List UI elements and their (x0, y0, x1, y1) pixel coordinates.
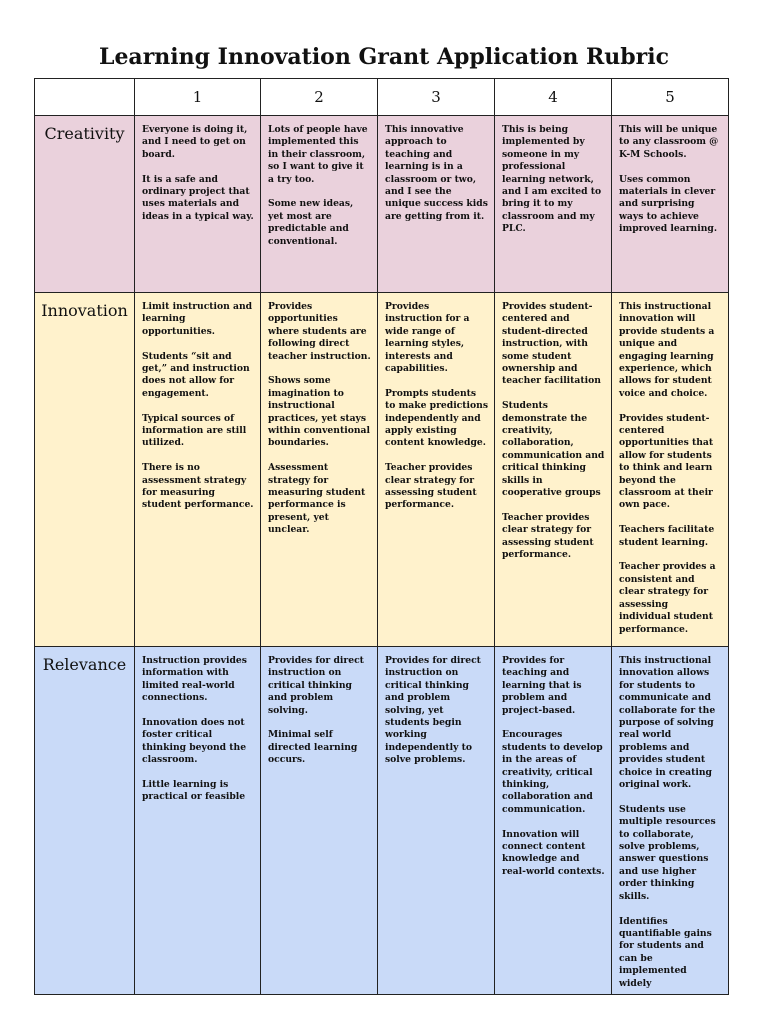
cell-paragraph: This is being implemented by someone in my professional learning network, and I am excited to bring it to my classroom and my PLC. (502, 124, 602, 235)
cell-paragraph: Shows some imagination to instructional practices, yet stays within conventional boundaries. (268, 375, 370, 449)
cell-paragraph: Encourages students to develop in the areas of creativity, critical thinking, collaboration and communication. (502, 729, 603, 815)
cell-relevance-4 (495, 647, 612, 995)
cell-innovation-2 (261, 293, 378, 647)
column-header-2: 2 (261, 79, 378, 116)
corner-cell (35, 79, 135, 116)
cell-paragraph: Uses common materials in clever and surprising ways to achieve improved learning. (619, 173, 718, 235)
cell-paragraph: There is no assessment strategy for measuring student performance. (142, 462, 254, 511)
cell-paragraph: Provides student-centered opportunities that allow for students to think and learn beyond the classroom at their own pace. (619, 412, 714, 511)
cell-paragraph: Provides for teaching and learning that is problem and project-based. (502, 655, 582, 716)
cell-paragraph: Identifies quantifiable gains for students and can be implemented widely (619, 915, 712, 989)
cell-paragraph: Provides instruction for a wide range of learning styles, interests and capabilities. (385, 301, 470, 375)
cell-paragraph: Teacher provides clear strategy for assessing student performance. (385, 462, 477, 511)
cell-paragraph: Everyone is doing it, and I need to get on board. (142, 124, 248, 160)
cell-paragraph: Some new ideas, yet most are predictable and conventional. (268, 198, 354, 247)
cell-paragraph: Students demonstrate the creativity, collaboration, communication and critical thinking skills in cooperative groups (502, 400, 605, 499)
cell-paragraph: This innovative approach to teaching and learning is in a classroom or two, and I see the unique success kids are getting from it. (385, 124, 488, 222)
row-relevance (35, 647, 729, 995)
cell-creativity-3 (378, 116, 495, 293)
cell-paragraph: It is a safe and ordinary project that uses materials and ideas in a typical way. (142, 173, 254, 222)
column-header-3: 3 (378, 79, 495, 116)
cell-paragraph: Assessment strategy for measuring student performance is present, yet unclear. (268, 462, 366, 536)
cell-paragraph: Limit instruction and learning opportunities. (142, 301, 253, 337)
cell-paragraph: Lots of people have implemented this in their classroom, so I want to give it a try too. (268, 124, 368, 185)
column-header-5: 5 (612, 79, 729, 116)
cell-paragraph: Teachers facilitate student learning. (619, 524, 715, 548)
cell-paragraph: Students “sit and get,” and instruction does not allow for engagement. (142, 350, 250, 399)
cell-creativity-2 (261, 116, 378, 293)
header-row (35, 79, 729, 116)
page-title: Learning Innovation Grant Application Rubric (98, 44, 670, 70)
cell-relevance-5 (612, 647, 729, 995)
cell-paragraph: Innovation does not foster critical thinking beyond the classroom. (142, 717, 247, 766)
row-label-innovation: Innovation (35, 293, 135, 647)
column-header-1: 1 (135, 79, 261, 116)
column-header-4: 4 (495, 79, 612, 116)
cell-paragraph: Provides student-centered and student-directed instruction, with some student ownership and teacher facilitation (502, 301, 601, 387)
cell-paragraph: This instructional innovation allows for students to communicate and collaborate for the purpose of solving real world problems and provides student choice in creating original work. (619, 655, 716, 791)
cell-paragraph: Provides opportunities where students are following direct teacher instruction. (268, 301, 371, 362)
row-label-relevance: Relevance (35, 647, 135, 995)
cell-paragraph: Instruction provides information with limited real-world connections. (142, 655, 247, 704)
cell-paragraph: Teacher provides a consistent and clear strategy for assessing individual student performance. (619, 561, 716, 635)
cell-paragraph: This will be unique to any classroom @ K-M Schools. (619, 124, 719, 160)
cell-creativity-5 (612, 116, 729, 293)
cell-innovation-5 (612, 293, 729, 647)
cell-paragraph: Prompts students to make predictions independently and apply existing content knowledge. (385, 387, 488, 449)
row-creativity (35, 116, 729, 293)
cell-paragraph: Innovation will connect content knowledge and real-world contexts. (502, 828, 605, 877)
cell-paragraph: Teacher provides clear strategy for assessing student performance. (502, 511, 594, 561)
cell-innovation-3 (378, 293, 495, 647)
cell-relevance-1 (135, 647, 261, 995)
cell-paragraph: This instructional innovation will provide students a unique and engaging learning experience, which allows for student voice and choice. (619, 301, 715, 399)
cell-innovation-4 (495, 293, 612, 647)
row-innovation (35, 293, 729, 647)
cell-relevance-3 (378, 647, 495, 995)
cell-innovation-1 (135, 293, 261, 647)
cell-creativity-1 (135, 116, 261, 293)
cell-paragraph: Students use multiple resources to collaborate, solve problems, answer questions and use higher order thinking skills. (619, 803, 716, 902)
cell-paragraph: Provides for direct instruction on critical thinking and problem solving, yet students begin working independently to solve problems. (385, 655, 481, 766)
cell-paragraph: Provides for direct instruction on critical thinking and problem solving. (268, 655, 364, 716)
cell-paragraph: Typical sources of information are still utilized. (142, 412, 247, 449)
row-label-creativity: Creativity (35, 116, 135, 293)
rubric-table (34, 78, 729, 995)
cell-paragraph: Minimal self directed learning occurs. (268, 729, 358, 766)
cell-paragraph: Little learning is practical or feasible (142, 779, 246, 803)
cell-creativity-4 (495, 116, 612, 293)
cell-relevance-2 (261, 647, 378, 995)
